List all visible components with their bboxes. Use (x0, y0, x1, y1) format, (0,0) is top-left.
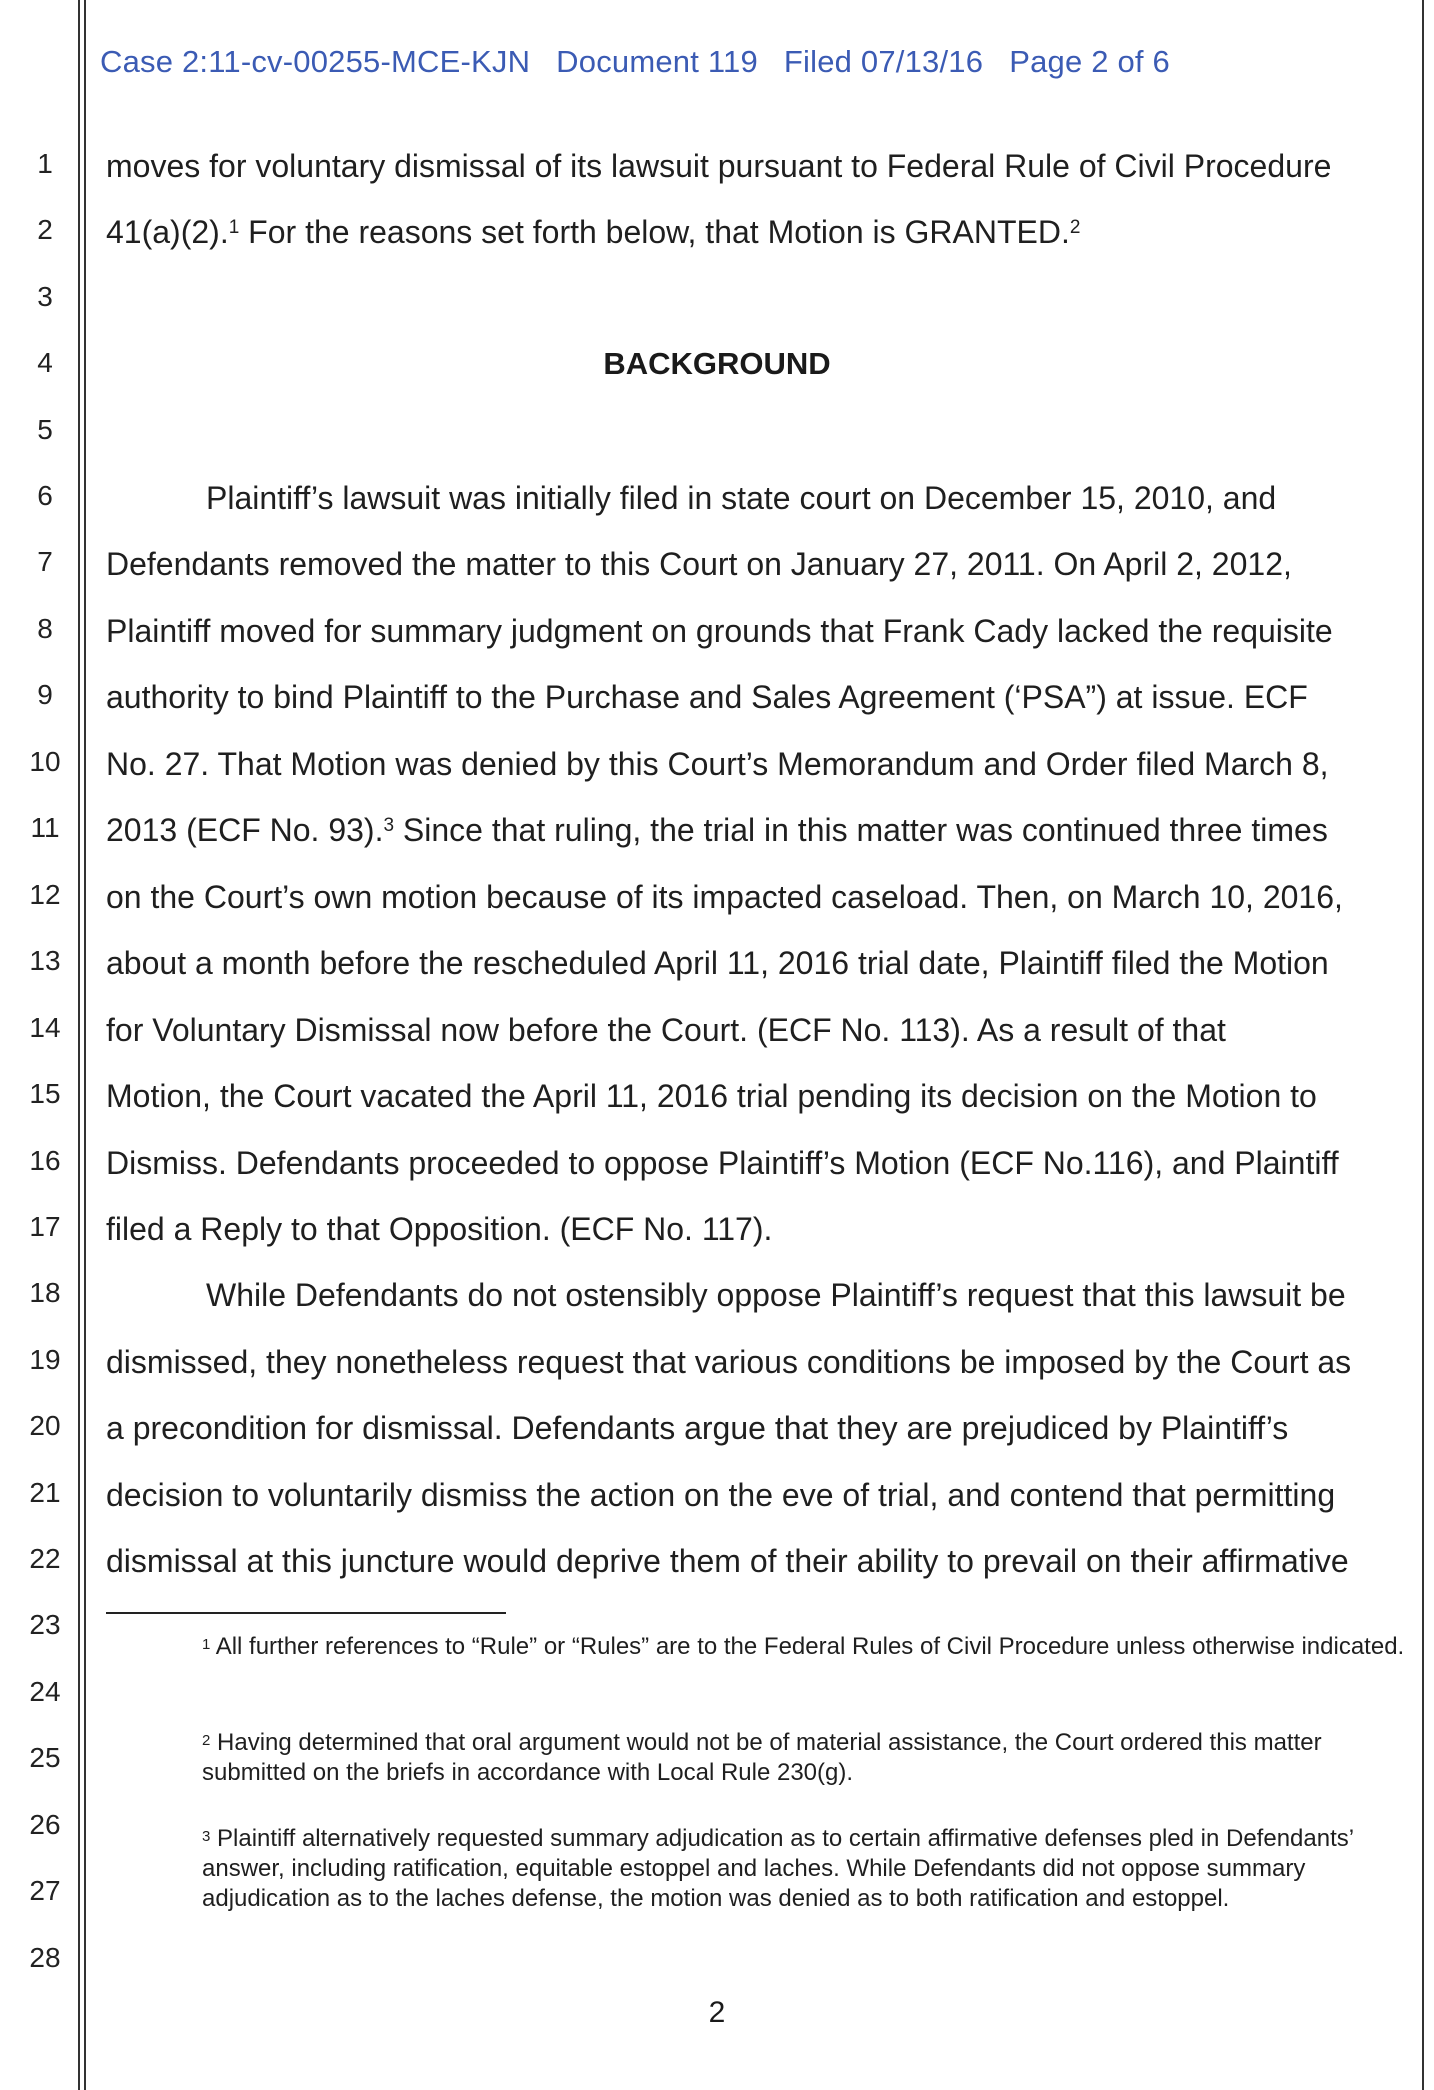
footnote-number: 2 (202, 1732, 211, 1749)
line-number: 18 (29, 1277, 61, 1308)
line-number: 19 (29, 1344, 61, 1375)
case-number: Case 2:11-cv-00255-MCE-KJN (100, 44, 531, 79)
footnote: $^1$ All further references to “Rule” or “Rules” are to the Federal Rules of Civil Procedure unless otherwise indicated. (202, 1633, 1405, 1660)
body-line: filed a Reply to that Opposition. (ECF No. 117). (106, 1211, 773, 1247)
document-number: Document 119 (556, 44, 758, 79)
line-number: 22 (29, 1543, 61, 1574)
line-number: 26 (29, 1809, 61, 1840)
line-number: 9 (37, 679, 53, 710)
body-line: Motion, the Court vacated the April 11, 2016 trial pending its decision on the Motion to (106, 1078, 1317, 1114)
footnote-number: 3 (202, 1828, 211, 1845)
body-line: about a month before the rescheduled April 11, 2016 trial date, Plaintiff filed the Motion (106, 945, 1329, 981)
body-line: on the Court’s own motion because of its impacted caseload. Then, on March 10, 2016, (106, 879, 1343, 915)
left-margin-rule-inner (84, 0, 86, 2090)
footnote-ref: 3 (383, 815, 395, 836)
line-number: 20 (29, 1410, 61, 1441)
filed-date: Filed 07/13/16 (783, 44, 984, 79)
body-line: dismissed, they nonetheless request that various conditions be imposed by the Court as (106, 1344, 1352, 1380)
line-number: 28 (29, 1942, 61, 1973)
document-header (100, 44, 1196, 80)
line-number: 16 (29, 1145, 61, 1176)
body-line: While Defendants do not ostensibly oppose Plaintiff’s request that this lawsuit be (206, 1277, 1346, 1313)
body-line: Plaintiff’s lawsuit was initially filed in state court on December 15, 2010, and (206, 480, 1277, 516)
body-line: 2013 (ECF No. 93).$^3$ Since that ruling, the trial in this matter was continued three times (106, 812, 1328, 848)
body-line: for Voluntary Dismissal now before the Court. (ECF No. 113). As a result of that (106, 1012, 1226, 1048)
page-indicator: Page 2 of 6 (1009, 44, 1170, 79)
line-number: 10 (29, 746, 61, 777)
line-number: 13 (29, 945, 61, 976)
footnote-ref: 2 (1069, 217, 1081, 238)
line-number: 7 (37, 546, 53, 577)
body-line: 41(a)(2).$^1$ For the reasons set forth below, that Motion is GRANTED.$^2$ (106, 214, 1081, 250)
line-number: 27 (29, 1875, 61, 1906)
body-line: a precondition for dismissal. Defendants argue that they are prejudiced by Plaintiff’s (106, 1410, 1289, 1446)
footnote: $^3$ Plaintiff alternatively requested summary adjudication as to certain affirmative defenses pled in Defendants’ answer, including ratification, equitable estoppel and laches. While Defendants did not oppose summary adjudication as to the laches defense, the motion was denied as to both ratification and estoppel. (202, 1825, 1354, 1912)
line-number: 3 (37, 281, 53, 312)
line-number: 11 (30, 812, 60, 843)
section-heading: BACKGROUND (603, 346, 831, 381)
line-number: 12 (29, 879, 61, 910)
body-line: Defendants removed the matter to this Court on January 27, 2011. On April 2, 2012, (106, 546, 1292, 582)
line-number: 23 (29, 1609, 61, 1640)
footnote-separator (106, 1612, 506, 1614)
line-number: 25 (29, 1742, 61, 1773)
line-number: 17 (29, 1211, 61, 1242)
line-number: 21 (29, 1477, 61, 1508)
line-number: 1 (37, 148, 53, 179)
body-line: authority to bind Plaintiff to the Purchase and Sales Agreement (‘PSA”) at issue. ECF (106, 679, 1308, 715)
body-line: decision to voluntarily dismiss the action on the eve of trial, and contend that permitting (106, 1477, 1336, 1513)
body-line: No. 27. That Motion was denied by this Court’s Memorandum and Order filed March 8, (106, 746, 1329, 782)
line-number: 15 (29, 1078, 61, 1109)
line-number: 14 (29, 1012, 61, 1043)
body-line: dismissal at this juncture would deprive them of their ability to prevail on their affirmative (106, 1543, 1349, 1579)
line-number: 24 (29, 1676, 61, 1707)
line-number: 2 (37, 214, 53, 245)
line-number: 4 (37, 347, 53, 378)
line-number: 6 (37, 480, 53, 511)
left-margin-rule (78, 0, 80, 2090)
line-number: 5 (37, 414, 53, 445)
footnote-number: 1 (202, 1636, 211, 1653)
page-number: 2 (708, 1996, 726, 2029)
body-line: Dismiss. Defendants proceeded to oppose Plaintiff’s Motion (ECF No.116), and Plaintiff (106, 1145, 1339, 1181)
footnote-ref: 1 (228, 217, 240, 238)
footnote: $^2$ Having determined that oral argument would not be of material assistance, the Court ordered this matter submitted on the briefs in accordance with Local Rule 230(g). (202, 1729, 1322, 1786)
body-line: moves for voluntary dismissal of its lawsuit pursuant to Federal Rule of Civil Procedure (106, 148, 1332, 184)
line-number: 8 (37, 613, 53, 644)
body-line: Plaintiff moved for summary judgment on grounds that Frank Cady lacked the requisite (106, 613, 1333, 649)
